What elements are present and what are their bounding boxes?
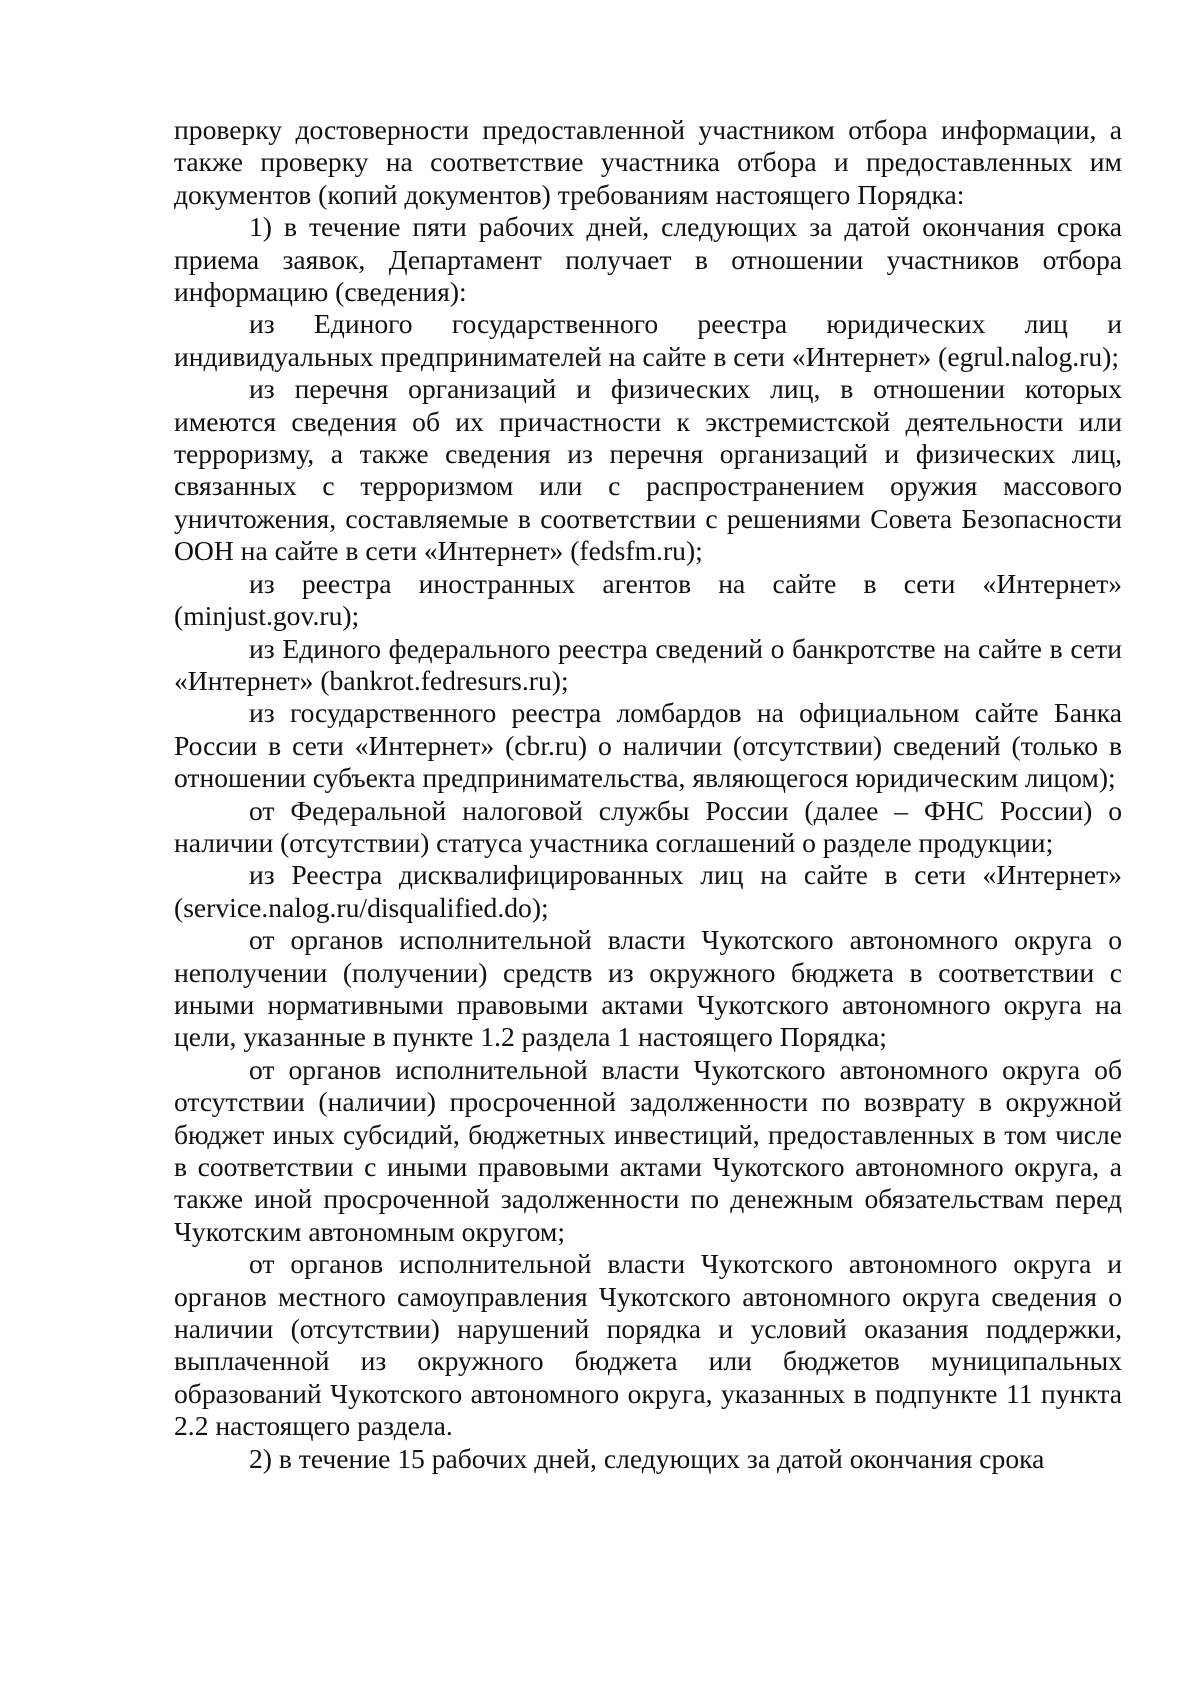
paragraph-egrul: из Единого государственного реестра юридических лиц и индивидуальных предпринимателей на сайте в сети «Интернет» (egrul.nalog.ru); bbox=[174, 308, 1122, 372]
paragraph-overdue-debt: от органов исполнительной власти Чукотского автономного округа об отсутствии (наличии) просроченной задолженности по возврату в окружной бюджет иных субсидий, бюджетных инвестиций, предоставленных в том числе в соответствии с иными правовыми актами Чукотского автономного округа, а также иной просроченной задолженности по денежным обязательствам перед Чукотским автономным округом; bbox=[174, 1053, 1122, 1247]
document-body bbox=[174, 114, 1122, 1475]
paragraph-bankruptcy: из Единого федерального реестра сведений о банкротстве на сайте в сети «Интернет» (bankrot.fedresurs.ru); bbox=[174, 632, 1122, 696]
paragraph-continuation: проверку достоверности предоставленной участником отбора информации, а также проверку на соответствие участника отбора и предоставленных им документов (копий документов) требованиям настоящего Порядка: bbox=[174, 114, 1122, 210]
paragraph-budget-funds: от органов исполнительной власти Чукотского автономного округа о неполучении (получении) средств из окружного бюджета в соответствии с иными нормативными правовыми актами Чукотского автономного округа на цели, указанные в пункте 1.2 раздела 1 настоящего Порядка; bbox=[174, 924, 1122, 1053]
paragraph-disqualified: из Реестра дисквалифицированных лиц на сайте в сети «Интернет» (service.nalog.ru/disqualified.do); bbox=[174, 859, 1122, 923]
paragraph-fedsfm: из перечня организаций и физических лиц, в отношении которых имеются сведения об их причастности к экстремистской деятельности или терроризму, а также сведения из перечня организаций и физических лиц, связанных с терроризмом или с распространением оружия массового уничтожения, составляемые в соответствии с решениями Совета Безопасности ООН на сайте в сети «Интернет» (fedsfm.ru); bbox=[174, 373, 1122, 567]
paragraph-foreign-agents: из реестра иностранных агентов на сайте в сети «Интернет» (minjust.gov.ru); bbox=[174, 567, 1122, 632]
paragraph-item-1: 1) в течение пяти рабочих дней, следующих за датой окончания срока приема заявок, Департамент получает в отношении участников отбора информацию (сведения): bbox=[174, 211, 1122, 308]
paragraph-pawnshops: из государственного реестра ломбардов на официальном сайте Банка России в сети «Интернет» (cbr.ru) о наличии (отсутствии) сведений (только в отношении субъекта предпринимательства, являющегося юридическим лицом); bbox=[174, 697, 1122, 794]
paragraph-support-violations: от органов исполнительной власти Чукотского автономного округа и органов местного самоуправления Чукотского автономного округа сведения о наличии (отсутствии) нарушений порядка и условий оказания поддержки, выплаченной из окружного бюджета или бюджетов муниципальных образований Чукотского автономного округа, указанных в подпункте 11 пункта 2.2 настоящего раздела. bbox=[174, 1248, 1122, 1442]
paragraph-item-2: 2) в течение 15 рабочих дней, следующих за датой окончания срока bbox=[249, 1442, 1045, 1474]
paragraph-fns: от Федеральной налоговой службы России (далее – ФНС России) о наличии (отсутствии) статуса участника соглашений о разделе продукции; bbox=[174, 794, 1122, 858]
